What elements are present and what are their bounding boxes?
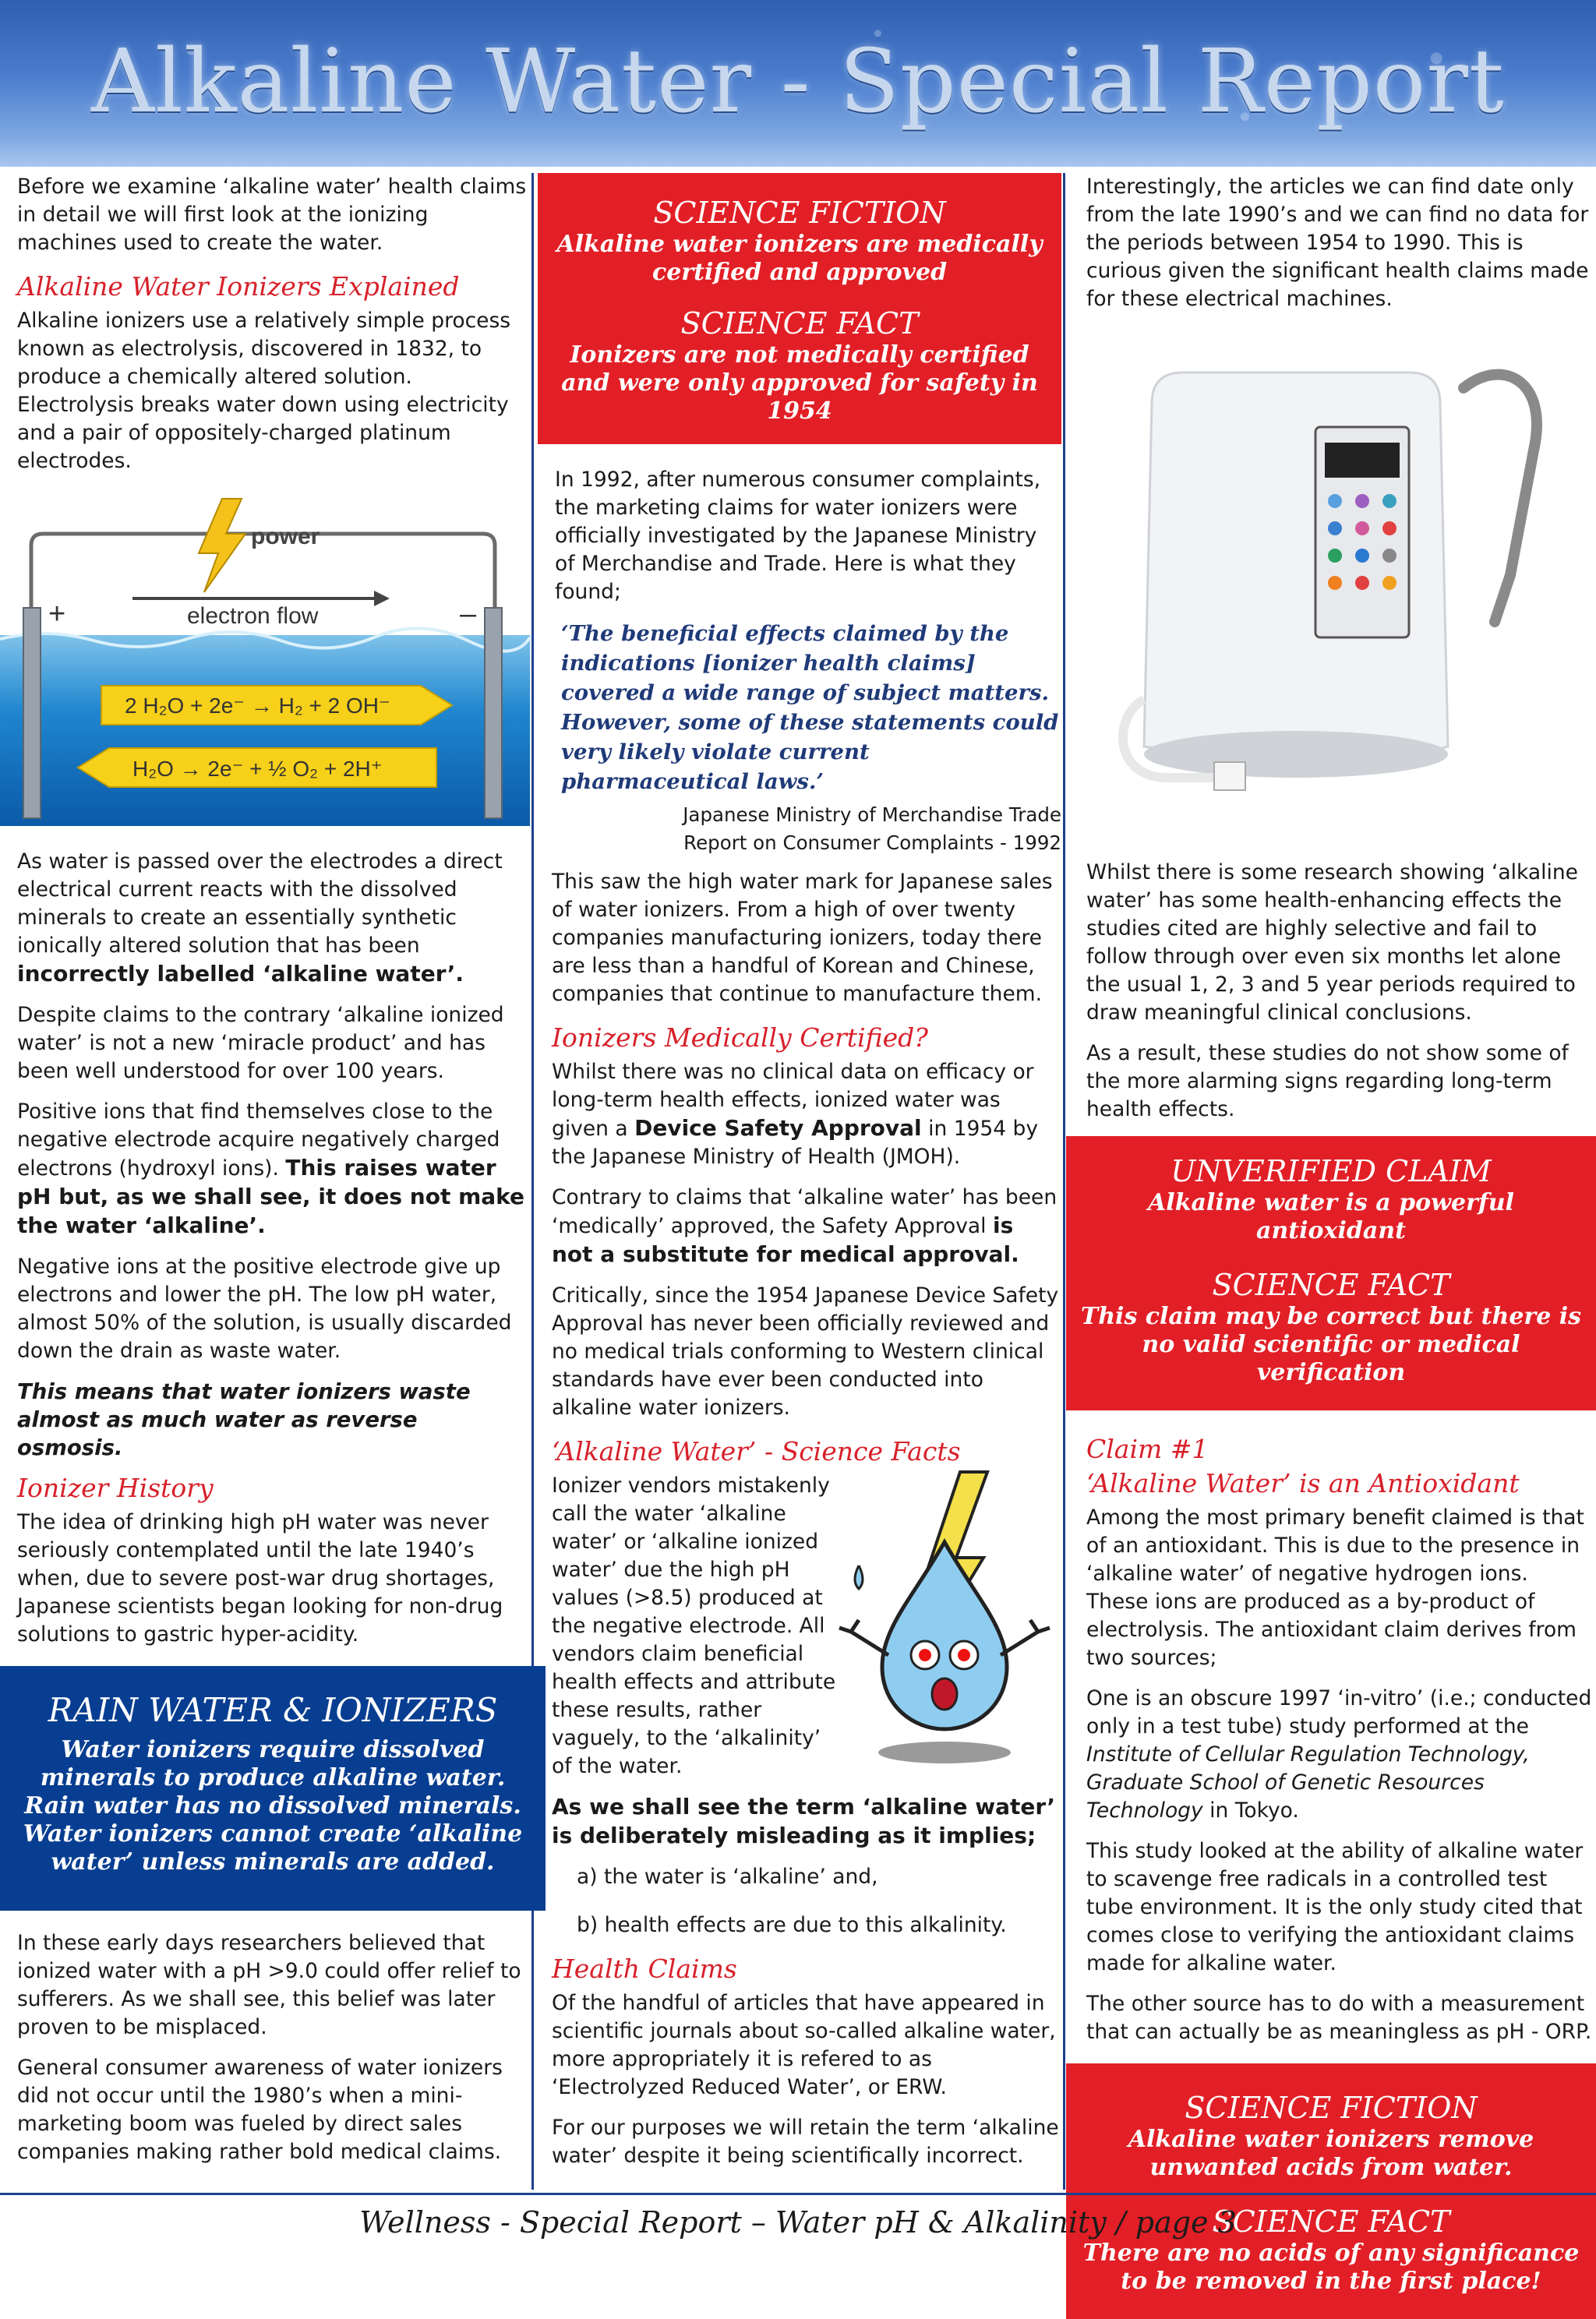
section-heading: ‘Alkaline Water’ is an Antioxidant — [1086, 1468, 1520, 1498]
paragraph: Positive ions that find themselves close to the negative electrode acquire negatively charged electrons (hydroxyl ions). This raises water pH but, as we shall see, it does not make the water ‘alkaline’. — [17, 1099, 524, 1238]
header-banner — [0, 0, 1596, 167]
section-heading: Alkaline Water Ionizers Explained — [17, 271, 460, 302]
paragraph: Critically, since the 1954 Japanese Device Safety Approval has never been officially reviewed and no medical trials conforming to Western clinical standards have ever been conducted into alkaline water ionizers. — [552, 1283, 1059, 1420]
water-ionizer-photo — [1097, 341, 1565, 840]
paragraph: Whilst there was no clinical data on efficacy or long-term health effects, ionized water was given a Device Safety Approval in 1954 by the Japanese Ministry of Health (JMOH). — [552, 1060, 1039, 1169]
paragraph: One is an obscure 1997 ‘in-vitro’ (i.e.; conducted only in a test tube) study performed at the Institute of Cellular Regulation Technology, Graduate School of Genetic Resources Technology in Tokyo. — [1086, 1686, 1592, 1823]
paragraph: The idea of drinking high pH water was never seriously contemplated until the late 1940’s when, due to severe post-war drug shortages, Japanese scientists began looking for non-drug solutions to gastric hyper-acidity. — [17, 1510, 503, 1647]
callout-title: RAIN WATER & IONIZERS — [48, 1691, 498, 1729]
rain-water-callout — [0, 1666, 546, 1911]
electron-flow-label: electron flow — [187, 603, 319, 629]
paragraph: This study looked at the ability of alkaline water to scavenge free radicals in a controlled test tube environment. It is the only study cited that comes close to verifying the antioxidant claims made for alkaline water. — [1086, 1839, 1584, 1975]
arrow-right-icon — [374, 591, 390, 606]
callout-title: SCIENCE FICTION — [653, 196, 946, 230]
column-divider — [1063, 173, 1065, 2190]
paragraph: Ionizer vendors mistakenly call the water ‘alkaline water’ or ‘alkaline ionized water’ due the high pH values (>8.5) produced at the negative electrode. All vendors claim beneficial health effects and attribute these results, rather vaguely, to the ‘alkalinity’ of the water. — [552, 1474, 836, 1778]
section-heading: ‘Alkaline Water’ - Science Facts — [552, 1436, 961, 1467]
power-label: power — [251, 524, 320, 549]
callout-body: There are no acids of any significance to be removed in the first place! — [1082, 2240, 1580, 2295]
paragraph: Among the most primary benefit claimed is that of an antioxidant. This is due to the presence in ‘alkaline water’ of negative hydrogen ions. These ions are produced as a by-product of electrolysis. The antioxidant claim derives from two sources; — [1086, 1505, 1584, 1670]
paragraph: Negative ions at the positive electrode give up electrons and lower the pH. The low pH water, almost 50% of the solution, is usually discarded down the drain as waste water. — [17, 1255, 512, 1363]
callout-body: Water ionizers require dissolved minerals to produce alkaline water. Rain water has no dissolved minerals. Water ionizers cannot create ‘alkaline water’ unless minerals are added. — [23, 1736, 523, 1876]
minus-sign: – — [460, 598, 477, 630]
callout-body: Alkaline water ionizers are medically certified and approved — [556, 231, 1043, 286]
paragraph: General consumer awareness of water ionizers did not occur until the 1980’s when a mini-marketing boom was fueled by direct sales companies making rather bold medical claims. — [17, 2056, 503, 2164]
callout-title: SCIENCE FACT — [1212, 1268, 1450, 1302]
callout-title: SCIENCE FACT — [680, 306, 919, 341]
paragraph: Whilst there is some research showing ‘alkaline water’ has some health-enhancing effects the studies cited are highly selective and fail to follow through over even six months let alone the usual 1, 2, 3 and 5 year periods required to draw meaningful clinical conclusions. — [1086, 860, 1578, 1025]
science-fiction-callout — [538, 173, 1061, 444]
paragraph: As we shall see the term ‘alkaline water’ is deliberately misleading as it implies; — [552, 1794, 1055, 1848]
water-drop-mascot-illustration — [828, 1472, 1061, 1768]
science-fiction-callout — [1066, 2063, 1596, 2319]
paragraph: This saw the high water mark for Japanese sales of water ionizers. From a high of over twenty companies manufacturing ionizers, today there are less than a handful of Korean and Chinese, companies that continue to manufacture them. — [552, 870, 1053, 1006]
callout-body: Ionizers are not medically certified and were only approved for safety in 1954 — [561, 341, 1038, 425]
paragraph: Interestingly, the articles we can find date only from the late 1990’s and we can find no data for the periods between 1954 to 1990. This is curious given the significant health claims made for these electrical machines. — [1086, 175, 1589, 311]
unverified-claim-callout — [1066, 1136, 1596, 1410]
positive-electrode — [23, 608, 41, 818]
mascot-section — [538, 1472, 1061, 1781]
paragraph: The other source has to do with a measurement that can actually be as meaningless as pH - ORP. — [1086, 1992, 1592, 2044]
page-title: Alkaline Water - Special Report — [91, 31, 1505, 132]
paragraph: In these early days researchers believed that ionized water with a pH >9.0 could offer relief to sufferers. As we shall see, this belief was later proven to be misplaced. — [17, 1931, 521, 2039]
paragraph: Despite claims to the contrary ‘alkaline ionized water’ is not a new ‘miracle product’ and has been well understood for over 100 years. — [17, 1003, 504, 1083]
plus-sign: + — [48, 598, 66, 630]
paragraph: Contrary to claims that ‘alkaline water’ has been ‘medically’ approved, the Safety Approval is not a substitute for medical approval. — [552, 1185, 1058, 1267]
callout-paragraph: This means that water ionizers waste almost as much water as reverse osmosis. — [17, 1379, 471, 1460]
callout-body: This claim may be correct but there is no valid scientific or medical verification — [1080, 1303, 1582, 1386]
section-heading: Ionizer History — [17, 1473, 214, 1503]
paragraph: In 1992, after numerous consumer complaints, the marketing claims for water ionizers were officially investigated by the Japanese Ministry of Merchandise and Trade. Here is what they found; — [555, 468, 1041, 604]
callout-title: UNVERIFIED CLAIM — [1171, 1154, 1492, 1188]
intro-paragraph: Before we examine ‘alkaline water’ health claims in detail we will first look at the ionizing machines used to create the water. — [17, 175, 527, 255]
reduction-equation: 2 H₂O + 2e⁻ → H₂ + 2 OH⁻ — [125, 694, 390, 718]
quote-citation: Japanese Ministry of Merchandise Trade Report on Consumer Complaints - 1992 — [683, 803, 1061, 854]
page-footer: Wellness - Special Report – Water pH & Alkalinity / page 3 — [359, 2205, 1237, 2240]
paragraph: As a result, these studies do not show some of the more alarming signs regarding long-term health effects. — [1086, 1041, 1569, 1121]
section-heading: Health Claims — [552, 1954, 737, 1984]
column-2 — [538, 173, 1061, 2190]
list-item: a) the water is ‘alkaline’ and, — [577, 1865, 878, 1889]
section-heading: Ionizers Medically Certified? — [552, 1022, 928, 1053]
block-quote: ‘The beneficial effects claimed by the indications [ionizer health claims] covered a wide range of subject matters. However, some of these statements could very likely violate current pharmaceutical laws.’ — [561, 621, 1059, 794]
paragraph: As water is passed over the electrodes a direct electrical current reacts with the dissolved minerals to create an essentially synthetic ionically altered solution that has been incorrectly labelled ‘alkaline water’. — [17, 849, 503, 987]
column-3 — [1066, 173, 1596, 2295]
callout-body: Alkaline water ionizers remove unwanted acids from water. — [1128, 2126, 1534, 2181]
paragraph: For our purposes we will retain the term ‘alkaline water’ despite it being scientifically incorrect. — [552, 2116, 1059, 2168]
paragraph: Alkaline ionizers use a relatively simple process known as electrolysis, discovered in 1832, to produce a chemically altered solution. Electrolysis breaks water down using electricity and a pair of oppositely-charged platinum electrodes. — [17, 309, 511, 473]
footer-rule — [0, 2193, 1596, 2195]
callout-title: SCIENCE FICTION — [1185, 2091, 1478, 2125]
callout-body: Alkaline water is a powerful antioxidant — [1148, 1189, 1514, 1244]
negative-electrode — [485, 608, 502, 818]
list-item: b) health effects are due to this alkalinity. — [577, 1913, 1007, 1937]
callout-title: SCIENCE FACT — [1212, 2204, 1450, 2239]
column-1 — [17, 173, 528, 2190]
oxidation-equation: H₂O → 2e⁻ + ½ O₂ + 2H⁺ — [132, 757, 383, 781]
lightning-bolt-icon — [199, 499, 245, 592]
electrolysis-illustration — [0, 491, 530, 826]
section-heading: Claim #1 — [1086, 1434, 1209, 1464]
paragraph: Of the handful of articles that have appeared in scientific journals about so-called alkaline water, more appropriately it is refered to as ‘Electrolyzed Reduced Water’, or ERW. — [552, 1991, 1056, 2099]
electrolysis-diagram — [0, 491, 530, 826]
